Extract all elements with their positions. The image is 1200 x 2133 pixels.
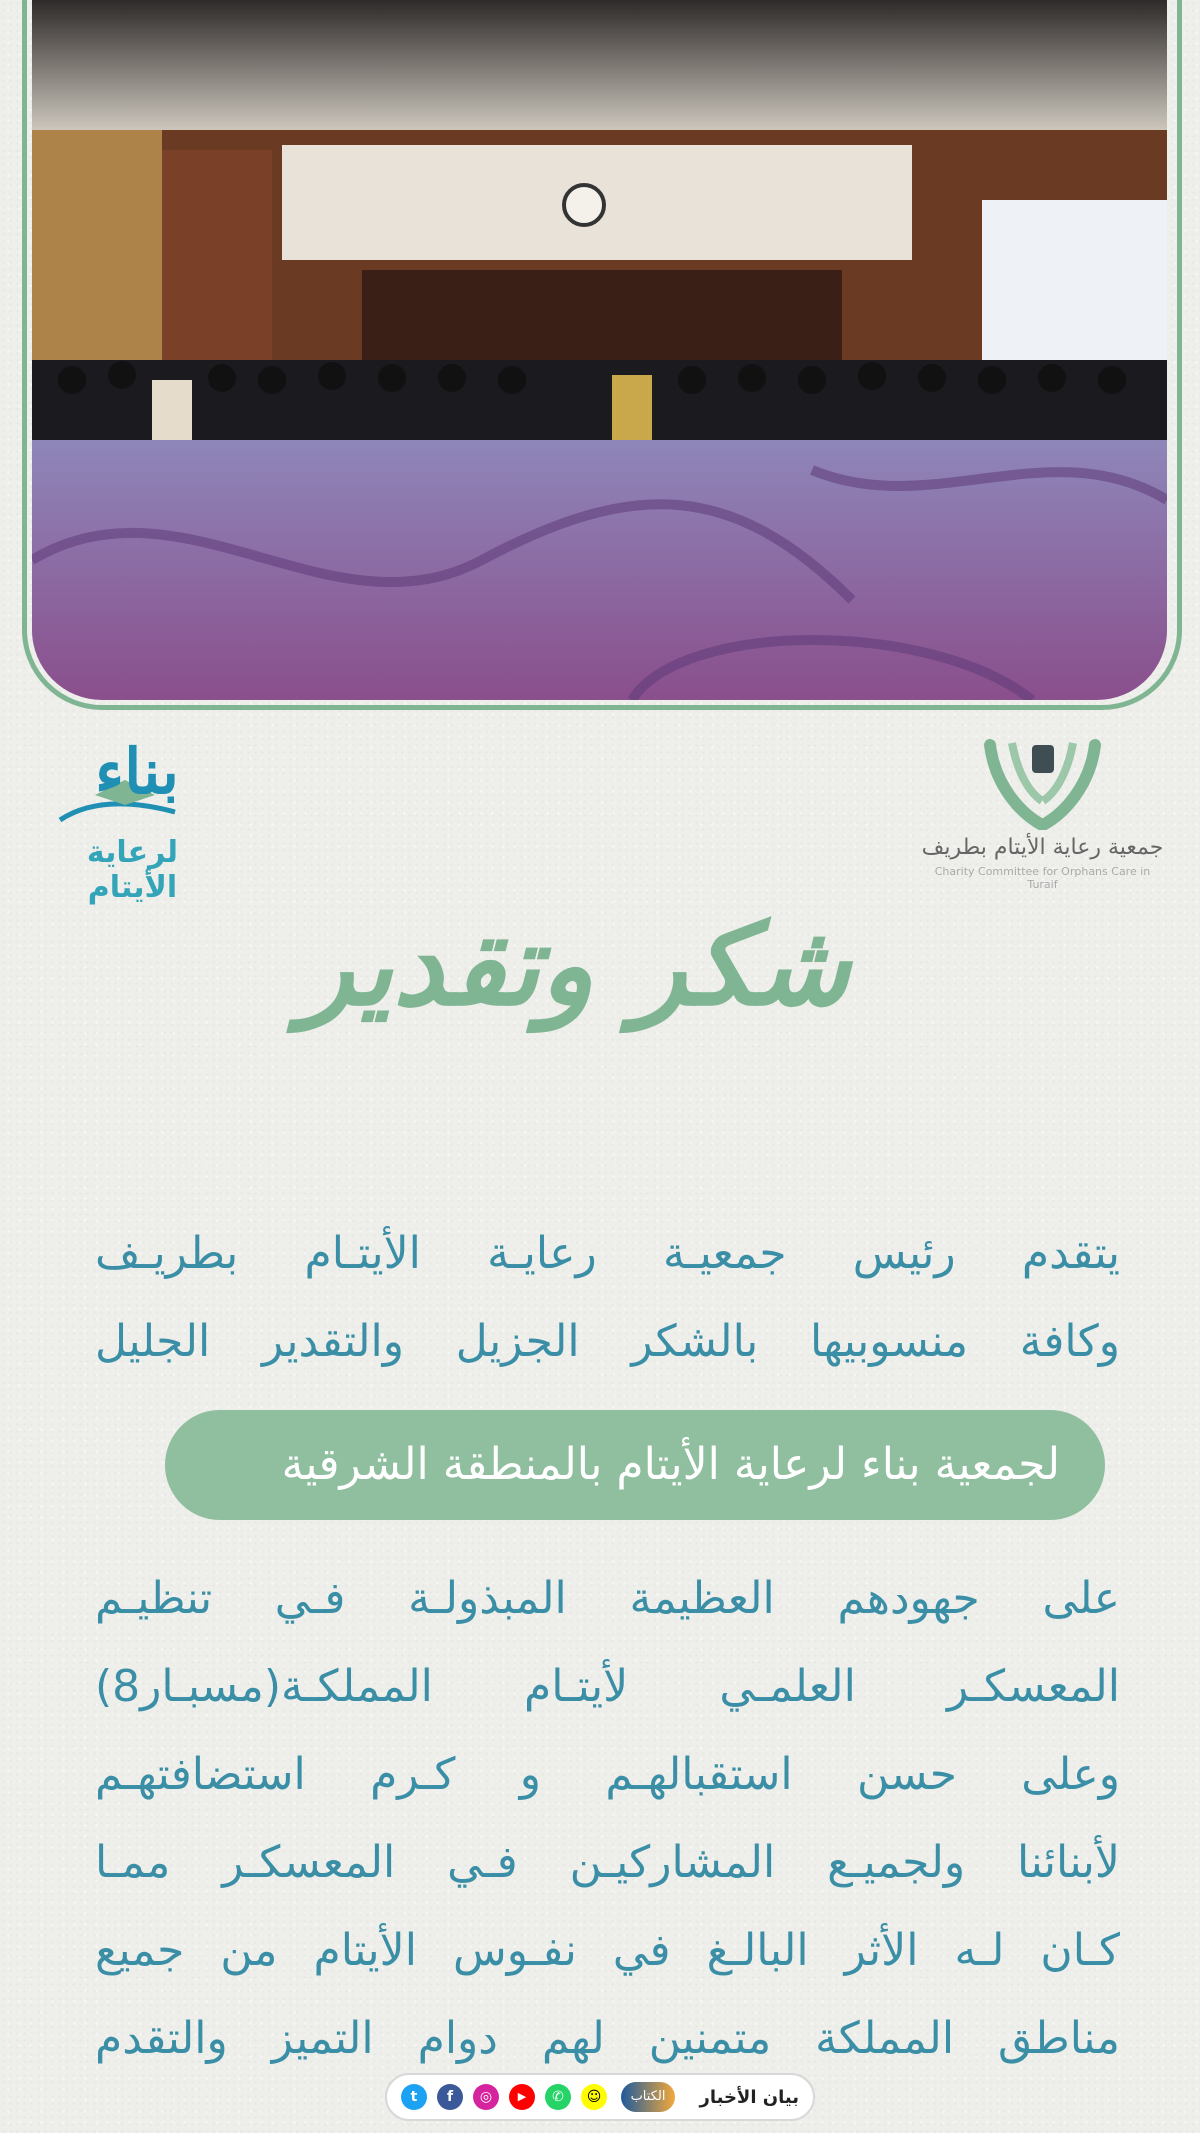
hands-shield-icon: [920, 735, 1165, 830]
body-line: لأبنائنا ولجميـع المشاركيـن فـي المعسكـر ممـا: [95, 1837, 1120, 1888]
body-paragraph: [95, 1555, 1120, 2083]
snapchat-icon[interactable]: ☺: [581, 2084, 607, 2110]
twitter-icon[interactable]: t: [401, 2084, 427, 2110]
charity-name-en: Charity Committee for Orphans Care in Turaif: [934, 865, 1151, 891]
bina-logo-subtitle: لرعاية الأيتام: [86, 835, 179, 905]
body-line: وعلى حسن استقبالهـم و كـرم استضافتهـم: [95, 1749, 1120, 1800]
whatsapp-icon[interactable]: ✆: [545, 2084, 571, 2110]
body-line: كـان لـه الأثر البالـغ في نفـوس الأيتام من جميع: [95, 1925, 1120, 1976]
body-line: المعسكـر العلمـي لأيتـام المملكـة(مسبـار8): [95, 1661, 1120, 1712]
intro-line: وكافة منسوبيها بالشكر الجزيل والتقدير الجليل: [95, 1316, 1120, 1367]
event-photo: [32, 0, 1167, 700]
youtube-icon[interactable]: ▶: [509, 2084, 535, 2110]
news-source-logo: الكتاب: [621, 2082, 675, 2112]
recipient-banner: لجمعية بناء لرعاية الأيتام بالمنطقة الشرقية: [165, 1410, 1105, 1520]
charity-name-ar: جمعية رعاية الأيتام بطريف: [921, 835, 1164, 860]
news-label: بيان الأخبار: [699, 2086, 799, 2108]
bina-logo-text: بناء: [95, 735, 180, 808]
intro-paragraph: [95, 1210, 1120, 1386]
intro-line: يتقدم رئيس جمعيـة رعايـة الأيتـام بطريـف: [95, 1228, 1120, 1279]
orphans-charity-logo: [920, 735, 1165, 891]
thanks-title: شكر وتقدير: [299, 900, 851, 1031]
body-line: مناطق المملكة متمنين لهم دوام التميز والتقدم: [95, 2013, 1120, 2064]
bina-logo: [40, 735, 230, 905]
body-line: على جهودهم العظيمة المبذولـة فـي تنظيـم: [95, 1573, 1120, 1624]
social-footer-bar: [385, 2073, 815, 2121]
facebook-icon[interactable]: f: [437, 2084, 463, 2110]
instagram-icon[interactable]: ◎: [473, 2084, 499, 2110]
